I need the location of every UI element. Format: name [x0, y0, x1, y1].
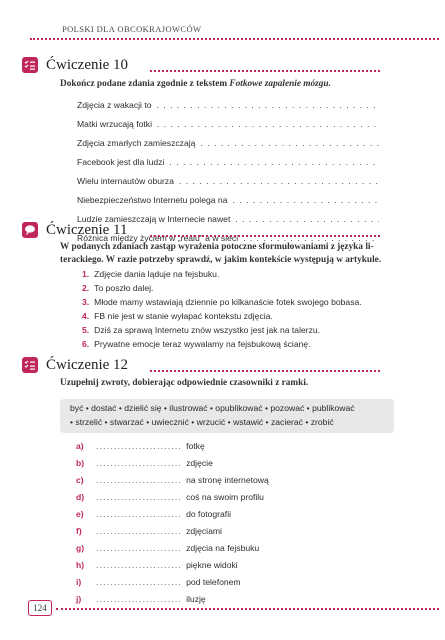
ex12-item: h) ........................ piękne widoki [76, 560, 238, 570]
ex11-item: 3. Młode mamy wstawiają dziennie po kilkanaście fotek swojego bobasa. [82, 297, 362, 307]
ex10-item: Facebook jest dla ludzi . . . [77, 157, 379, 167]
checklist-icon [22, 357, 38, 373]
ex12-item: d) ........................ coś na swoim profilu [76, 492, 264, 502]
word-bank-line: być • dostać • dzielić się • ilustrować • opublikować • pozować • publikować [70, 403, 355, 413]
ex11-item: 6. Prywatne emocje teraz wywalamy na fejsbukową ścianę. [82, 339, 311, 349]
exercise-12-divider [150, 370, 380, 372]
footer-divider [56, 608, 439, 610]
word-bank-line: • strzelić • stwarzać • uwiecznić • wrzucić • wstawić • zacierać • zrobić [70, 416, 334, 427]
exercise-11-heading [22, 221, 128, 239]
exercise-10-heading [22, 56, 128, 74]
exercise-10-title: Ćwiczenie 10 [46, 56, 129, 73]
ex12-item: i) ........................ pod telefonem [76, 577, 241, 587]
ex12-item: f) ........................ zdjęciami [76, 526, 222, 536]
ex10-item: Wielu internautów oburza . . . [77, 176, 379, 186]
header-divider [30, 38, 439, 40]
ex11-item: 1. Zdjęcie dania ląduje na fejsbuku. [82, 269, 220, 279]
exercise-12-title: Ćwiczenie 12 [46, 356, 129, 373]
exercise-11-instruction: W podanych zdaniach zastąp wyrażenia potoczne sformułowaniami z języka li- terackiego. W razie potrzeby sprawdź, w jakim kontekście występują w artykule. [60, 242, 382, 265]
ex10-item: Niebezpieczeństwo Internetu polega na . . . [77, 195, 379, 205]
page-number: 124 [28, 600, 52, 616]
word-bank-box [60, 399, 394, 433]
ex12-item: b) ........................ zdjęcie [76, 458, 213, 468]
exercise-12-instruction: Uzupełnij zwroty, dobierając odpowiednie czasowniki z ramki. [60, 378, 309, 388]
ex12-item: c) ........................ na stronę internetową [76, 475, 269, 485]
ex10-item: Różnica między życiem w „realu" a w sieci . . . [77, 233, 379, 243]
ex12-item: j) ........................ iluzję [76, 594, 206, 604]
ex11-item: 2. To poszło dalej. [82, 283, 154, 293]
ex11-item: 4. FB nie jest w stanie wyłapać kontekstu zdjęcia. [82, 311, 273, 321]
ex10-item: Matki wrzucają fotki . . . [77, 119, 379, 129]
ex12-item: g) ........................ zdjęcia na fejsbuku [76, 543, 260, 553]
ex12-item: e) ........................ do fotografii [76, 509, 232, 519]
speech-bubble-icon [22, 222, 38, 238]
exercise-12-heading [22, 356, 128, 374]
exercise-10-divider [150, 70, 380, 72]
checklist-icon [22, 57, 38, 73]
exercise-11-title: Ćwiczenie 11 [46, 221, 128, 238]
ex10-item: Ludzie zamieszczają w Internecie nawet . . . [77, 214, 379, 224]
ex11-item: 5. Dziś za sprawą Internetu znów wszystko jest jak na talerzu. [82, 325, 321, 335]
exercise-11-divider [150, 235, 380, 237]
exercise-10-instruction: Dokończ podane zdania zgodnie z tekstem Fotkowe zapalenie mózgu. [60, 79, 331, 89]
ex12-item: a) ........................ fotkę [76, 441, 205, 451]
ex10-item: Zdjęcia zmarłych zamieszczają . . . [77, 138, 379, 148]
running-header: POLSKI DLA OBCOKRAJOWCÓW [62, 24, 202, 34]
ex10-item: Zdjęcia z wakacji to . . . [77, 100, 379, 110]
